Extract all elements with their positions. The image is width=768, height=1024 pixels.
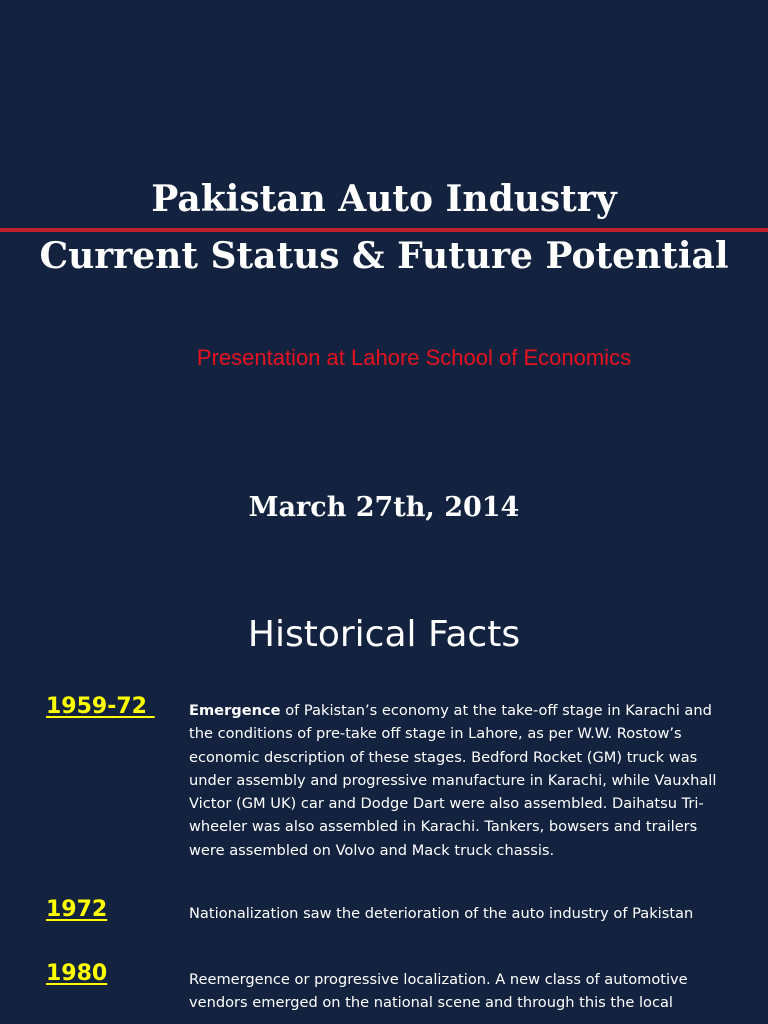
slide-subtitle: Presentation at Lahore School of Economics	[196, 345, 632, 370]
title-divider	[0, 228, 768, 232]
fact-year: 1972	[46, 897, 108, 922]
fact-text	[189, 968, 729, 1015]
slide-title-line-1: Pakistan Auto Industry	[151, 178, 617, 220]
fact-year: 1959-72	[46, 694, 155, 719]
section-title: Historical Facts	[247, 614, 521, 655]
fact-body: of Pakistan’s economy at the take-off stage in Karachi and the conditions of pre-take off stage in Lahore, as per W.W. Rostow’s economic description of these stages. Bedford Rocket (GM) truck was under assembly and progressive manufacture in Karachi, while Vauxhall Victor (GM UK) car and Dodge Dart were also assembled. Daihatsu Tri-wheeler was also assembled in Karachi. Tankers, bowsers and trailers were assembled on Volvo and Mack truck chassis.	[189, 702, 717, 859]
fact-body: Nationalization saw the deterioration of the auto industry of Pakistan	[189, 905, 694, 922]
presentation-date: March 27th, 2014	[248, 492, 520, 523]
fact-lead: Emergence	[189, 702, 281, 719]
fact-body: Reemergence or progressive localization. A new class of automotive vendors emerged on the national scene and through this the local	[189, 971, 688, 1012]
slide-title-line-2: Current Status & Future Potential	[39, 235, 729, 277]
fact-text	[189, 902, 729, 925]
fact-text	[189, 699, 729, 862]
fact-year: 1980	[46, 961, 108, 986]
